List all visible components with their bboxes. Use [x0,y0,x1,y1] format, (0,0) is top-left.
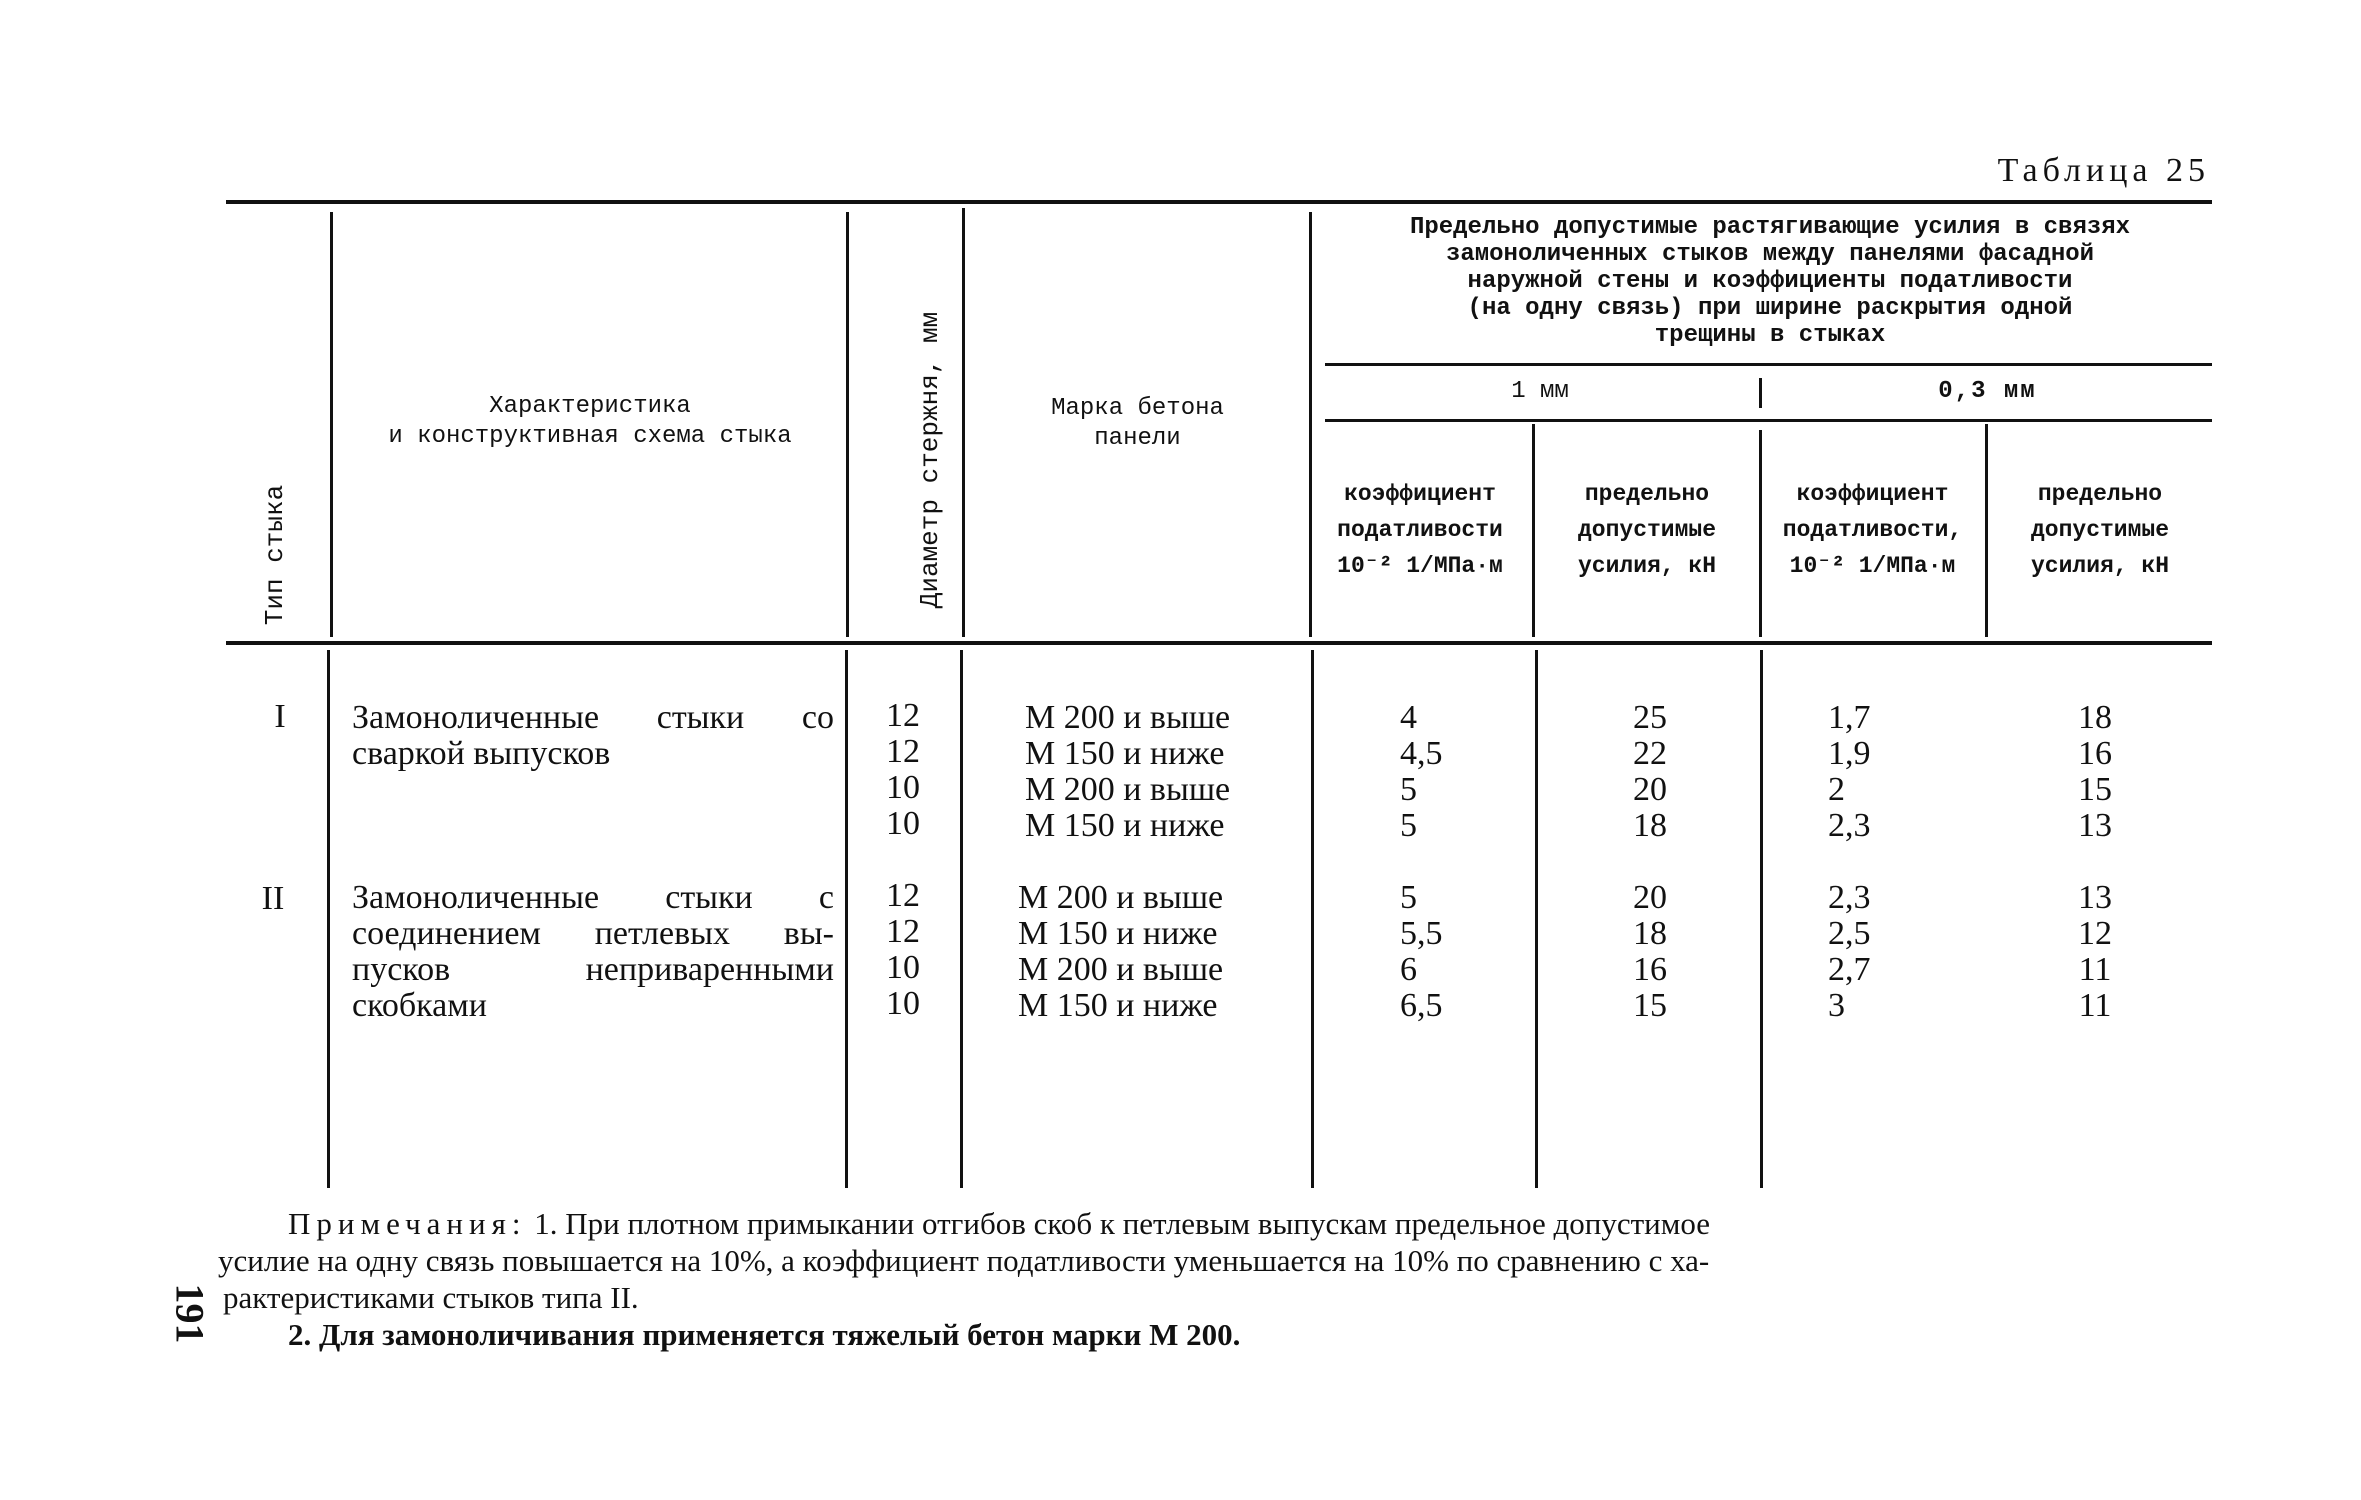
header-concrete-line1: Марка бетона [1051,395,1224,422]
notes-line-3: рактеристиками стыков типа II. [223,1280,639,1315]
header-force-03mm [1988,476,2212,584]
table-cell-concrete: М 200 и выше [1018,951,1224,988]
group-description-line: соединением петлевых вы- [352,915,834,952]
header-characteristic-line1: Характеристика [489,393,691,420]
table-cell-force-03mm: 11 [2078,951,2112,988]
concrete-column [1018,880,1303,1024]
header-force-1mm-line3: усилия, кН [1577,553,1717,579]
table-cell-concrete: М 150 и ниже [1025,807,1225,844]
header-group-line1: Предельно допустимые растягивающие усилия в связях [1409,214,2131,241]
header-coef-03mm-line1: коэффициент [1796,481,1949,507]
group-description [352,880,834,1024]
header-coef-1mm-line3: 10⁻² 1/МПа·м [1337,553,1503,579]
group-description-line: пусков неприваренными [352,951,834,988]
top-rule [226,200,2212,204]
header-characteristic-line2: и конструктивная схема стыка [388,423,792,450]
body-divider-4 [1311,650,1314,1188]
header-concrete [970,394,1305,454]
notes-line-1 [218,1205,2208,1242]
table-cell-coef-1mm: 6,5 [1400,987,1443,1024]
table-cell-coef-1mm: 5 [1400,879,1417,916]
body-divider-6 [1760,650,1763,1188]
body-divider-2 [845,650,848,1188]
table-cell-force-03mm: 12 [2078,915,2112,952]
col-divider-1 [330,212,333,637]
header-coef-03mm-line3: 10⁻² 1/МПа·м [1789,553,1956,579]
header-force-03mm-line3: усилия, кН [2030,553,2170,579]
table-cell-force-1mm: 20 [1633,879,1667,916]
table-cell-diameter: 10 [886,985,920,1022]
coef-03mm-column [1828,700,1948,844]
table-cell-coef-03mm: 2 [1828,771,1845,808]
table-title: Таблица 25 [1997,152,2210,189]
header-force-1mm-line2: допустимые [1577,517,1717,543]
table-cell-diameter: 12 [886,697,920,734]
notes-block [218,1205,2208,1353]
header-coef-1mm [1306,476,1534,584]
header-bottom-rule [226,641,2212,645]
header-width-03mm: 0,3 мм [1938,378,2037,405]
body-divider-1 [327,650,330,1188]
table-cell-force-1mm: 22 [1633,735,1667,772]
notes-line-2: усилие на одну связь повышается на 10%, а коэффициент податливости уменьшается на 10% по сравнению с ха- [218,1243,1710,1278]
group-header-rule [1325,363,2212,366]
group-description-line: скобками [352,987,487,1024]
notes-line-4: 2. Для замоноличивания применяется тяжелый бетон марки М 200. [288,1317,1241,1352]
diameter-column [886,698,946,842]
coef-03mm-column [1828,880,1948,1024]
group-description [352,700,834,772]
table-cell-coef-03mm: 1,9 [1828,735,1871,772]
header-coef-1mm-line1: коэффициент [1344,481,1496,507]
table-cell-diameter: 12 [886,913,920,950]
table-cell-force-1mm: 25 [1633,699,1667,736]
header-coef-1mm-line2: податливости [1337,517,1503,543]
page-number: 191 [167,1283,213,1344]
header-force-1mm-line1: предельно [1584,481,1710,507]
table-cell-concrete: М 200 и выше [1025,771,1231,808]
coef-1mm-column [1400,700,1520,844]
header-concrete-line2: панели [1094,425,1181,452]
group-description-line: Замоноличенные стыки с [352,879,834,916]
table-cell-diameter: 10 [886,805,920,842]
header-characteristic [340,392,840,452]
table-cell-diameter: 12 [886,877,920,914]
table-cell-coef-1mm: 4,5 [1400,735,1443,772]
group-description-line: сваркой выпусков [352,735,611,772]
table-cell-coef-1mm: 6 [1400,951,1417,988]
table-cell-coef-03mm: 2,3 [1828,879,1871,916]
table-cell-force-1mm: 20 [1633,771,1667,808]
force-03mm-column [2045,700,2145,844]
table-cell-force-03mm: 13 [2078,879,2112,916]
table-cell-concrete: М 150 и ниже [1018,987,1218,1024]
coef-1mm-column [1400,880,1520,1024]
notes-label: Примечания: [288,1206,527,1241]
group-description-line: Замоноличенные стыки со [352,699,834,736]
table-cell-coef-1mm: 5,5 [1400,915,1443,952]
header-diameter: Диаметр стержня, мм [915,311,945,609]
table-cell-concrete: М 150 и ниже [1018,915,1218,952]
force-1mm-column [1600,880,1700,1024]
header-force-1mm [1536,476,1758,584]
table-cell-force-03mm: 16 [2078,735,2112,772]
table-cell-force-1mm: 15 [1633,987,1667,1024]
concrete-column [1025,700,1305,844]
group-type-label: II [261,880,285,917]
table-cell-force-03mm: 13 [2078,807,2112,844]
table-cell-coef-1mm: 5 [1400,807,1417,844]
table-cell-coef-03mm: 2,7 [1828,951,1871,988]
header-group-line4: (на одну связь) при ширине раскрытия однoй [1467,295,2073,322]
header-group-line2: замоноличенных стыков между панелями фасадной [1445,241,2095,268]
body-divider-3 [960,650,963,1188]
table-cell-coef-03mm: 1,7 [1828,699,1871,736]
table-cell-diameter: 12 [886,733,920,770]
table-cell-force-1mm: 18 [1633,915,1667,952]
table-cell-concrete: М 150 и ниже [1025,735,1225,772]
col-divider-2 [846,212,849,637]
table-cell-coef-03mm: 2,5 [1828,915,1871,952]
table-cell-diameter: 10 [886,769,920,806]
header-force-03mm-line1: предельно [2037,481,2163,507]
header-coef-03mm-line2: податливости, [1782,517,1963,543]
header-width-1mm: 1 мм [1511,378,1569,405]
table-cell-concrete: М 200 и выше [1018,879,1224,916]
table-cell-force-03mm: 15 [2078,771,2112,808]
notes-text-1: 1. При плотном примыкании отгибов скоб к петлевым выпускам предельное допустимое [534,1206,1710,1241]
body-divider-5 [1535,650,1538,1188]
table-cell-coef-03mm: 3 [1828,987,1845,1024]
table-cell-force-1mm: 16 [1633,951,1667,988]
width-header-rule [1325,419,2212,422]
header-group-line3: наружной стены и коэффициенты податливости [1467,268,2073,295]
header-type: Тип стыка [260,484,290,626]
force-03mm-column [2045,880,2145,1024]
header-group [1320,214,2220,349]
table-cell-coef-03mm: 2,3 [1828,807,1871,844]
table-cell-coef-1mm: 5 [1400,771,1417,808]
header-coef-03mm [1760,476,1985,584]
table-cell-force-03mm: 18 [2078,699,2112,736]
diameter-column [886,878,946,1022]
force-1mm-column [1600,700,1700,844]
table-cell-force-03mm: 11 [2078,987,2112,1024]
table-cell-force-1mm: 18 [1633,807,1667,844]
col-divider-3 [962,208,965,637]
col-divider-6 [1759,378,1762,408]
table-cell-concrete: М 200 и выше [1025,699,1231,736]
header-force-03mm-line2: допустимые [2030,517,2170,543]
table-cell-coef-1mm: 4 [1400,699,1417,736]
header-group-line5: трещины в стыках [1654,322,1886,349]
group-type-label: I [274,698,286,735]
table-cell-diameter: 10 [886,949,920,986]
